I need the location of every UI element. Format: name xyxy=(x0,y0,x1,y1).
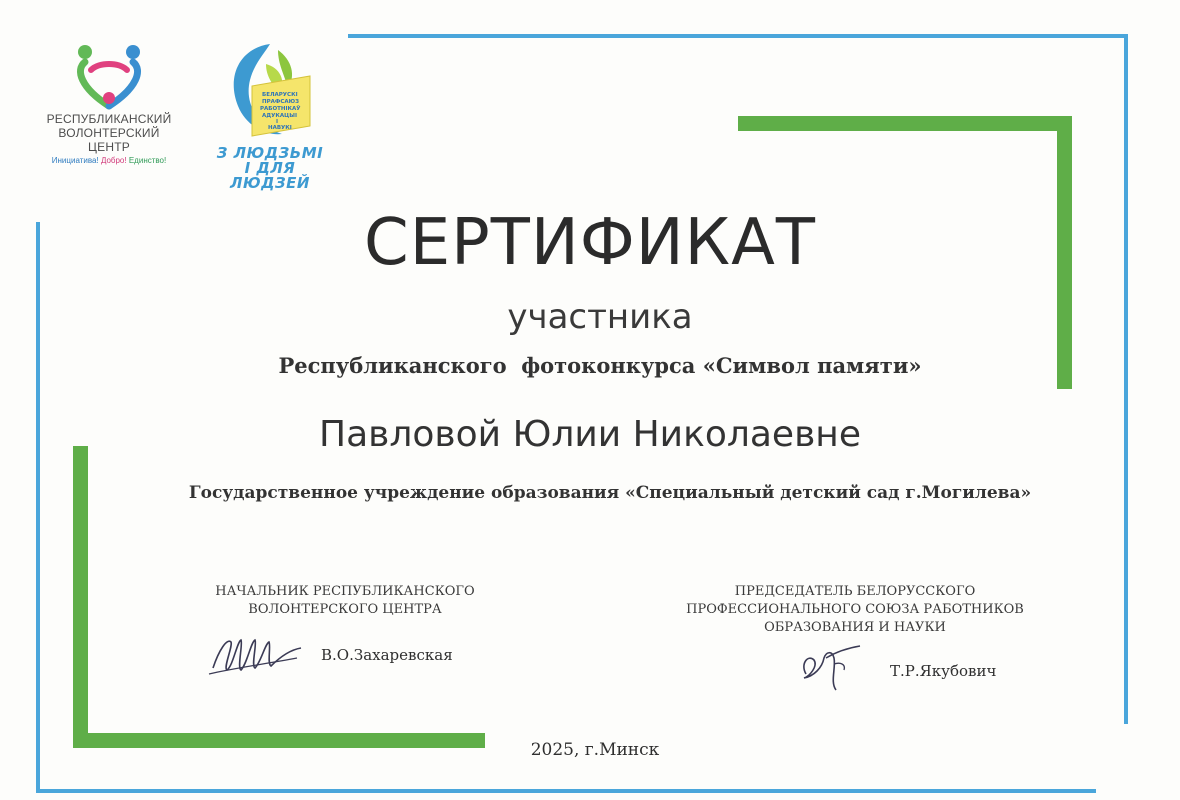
union-book-text-4: АДУКАЦЫI xyxy=(262,113,297,119)
blue-frame-top xyxy=(348,34,1128,38)
motto-word-2: Добро! xyxy=(100,156,127,165)
volunteer-logo-motto xyxy=(44,156,174,165)
blue-frame-bottom xyxy=(36,789,1096,793)
trade-union-logo xyxy=(205,40,335,190)
volunteer-logo-line-3: ЦЕНТР xyxy=(88,140,130,154)
volunteer-logo-line-2: ВОЛОНТЕРСКИЙ xyxy=(58,126,160,140)
union-book-leaf-icon xyxy=(222,40,318,144)
volunteer-logo-line-1: РЕСПУБЛИКАНСКИЙ xyxy=(46,112,172,126)
volunteer-heart-icon xyxy=(71,40,147,112)
blue-frame-right xyxy=(1124,34,1128,724)
union-book-text-6: НАВУКI xyxy=(268,125,292,131)
signatory-2-title xyxy=(660,583,1050,637)
signatory-1-title-line-1: НАЧАЛЬНИК РЕСПУБЛИКАНСКОГО xyxy=(215,584,475,599)
green-corner-top xyxy=(738,116,1072,131)
union-logo-line-1: З ЛЮДЗЬМІ xyxy=(216,144,324,162)
recipient-name: Павловой Юлии Николаевне xyxy=(319,414,861,455)
motto-word-1: Инициатива! xyxy=(51,156,99,165)
union-book-text-2: ПРАФСАЮЗ xyxy=(262,99,300,105)
motto-word-3: Единство! xyxy=(128,156,167,165)
signatory-2-name: Т.Р.Якубович xyxy=(890,662,997,680)
signature-2 xyxy=(796,634,866,696)
union-book-text-5: I xyxy=(276,119,279,125)
certificate-subtitle: участника xyxy=(507,297,693,337)
signature-1 xyxy=(205,628,305,682)
certificate-title: СЕРТИФИКАТ xyxy=(364,206,816,280)
union-logo-line-2: І ДЛЯ ЛЮДЗЕЙ xyxy=(230,159,310,192)
union-book-text-3: РАБОТНIКАЎ xyxy=(260,106,301,112)
signatory-2-title-line-2: ПРОФЕССИОНАЛЬНОГО СОЮЗА РАБОТНИКОВ xyxy=(686,602,1024,617)
union-book-text-1: БЕЛАРУСКI xyxy=(262,92,298,98)
volunteer-center-logo xyxy=(44,40,174,190)
signatory-2-title-line-3: ОБРАЗОВАНИЯ И НАУКИ xyxy=(764,620,946,635)
institution-name: Государственное учреждение образования «Специальный детский сад г.Могилева» xyxy=(188,483,1032,503)
signatory-1-title-line-2: ВОЛОНТЕРСКОГО ЦЕНТРА xyxy=(248,602,442,617)
signatory-1-title xyxy=(190,583,500,619)
footer-date-place: 2025, г.Минск xyxy=(530,740,660,760)
contest-name: Республиканского фотоконкурса «Символ памяти» xyxy=(278,353,922,378)
signatory-1-name: В.О.Захаревская xyxy=(321,646,453,664)
signatory-2-title-line-1: ПРЕДСЕДАТЕЛЬ БЕЛОРУССКОГО xyxy=(734,584,976,599)
